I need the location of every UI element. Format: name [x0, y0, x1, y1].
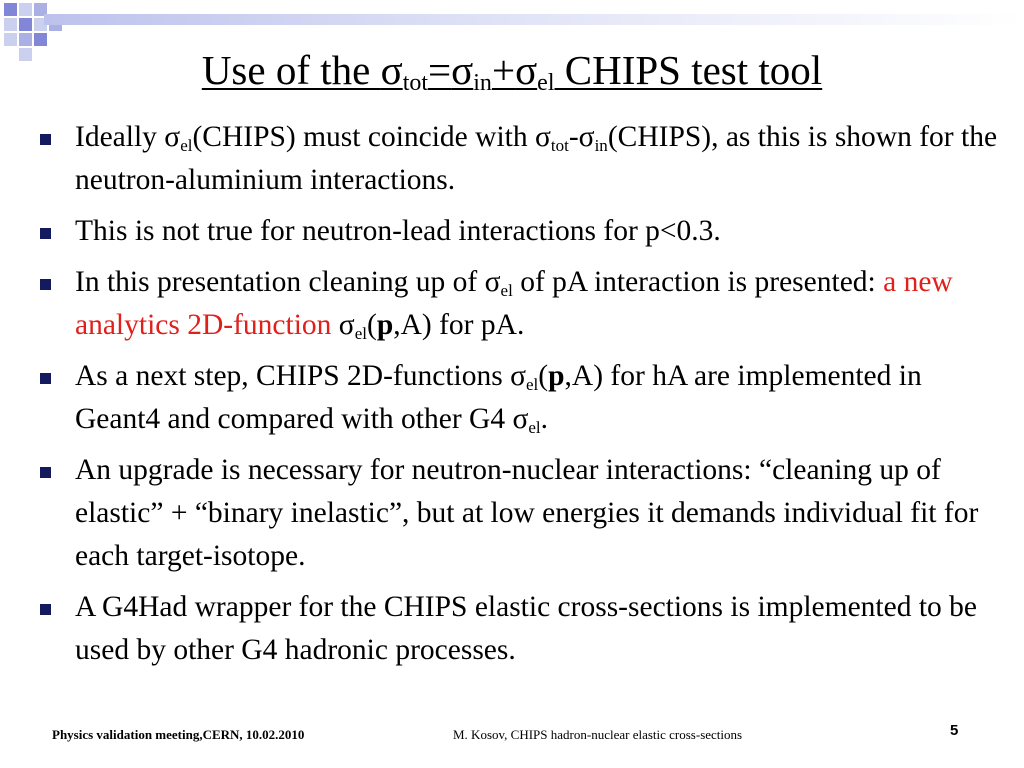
corner-square [19, 18, 32, 31]
bullet-item: An upgrade is necessary for neutron-nuclear interactions: “cleaning up of elastic” + “binary inelastic”, but at low energies it demands individual fit for each target-isotope. [40, 449, 1005, 578]
bullet-item: This is not true for neutron-lead interactions for p<0.3. [40, 210, 1005, 253]
footer-meeting: Physics validation meeting,CERN, 10.02.2010 [52, 727, 305, 742]
corner-square [4, 18, 17, 31]
square-bullet-icon [40, 373, 51, 384]
highlight-text: a new analytics 2D-function [75, 266, 953, 341]
footer-author: M. Kosov, CHIPS hadron-nuclear elastic cross-sections [453, 727, 743, 742]
bullet-item: A G4Had wrapper for the CHIPS elastic cross-sections is implemented to be used by other G4 hadronic processes. [40, 586, 1005, 672]
corner-square [4, 3, 17, 16]
corner-square [19, 3, 32, 16]
square-bullet-icon [40, 228, 51, 239]
square-bullet-icon [40, 604, 51, 615]
square-bullet-icon [40, 279, 51, 290]
bullet-item: Ideally $\sigma_{el}(CHIPS)$ must coincide with $\sigma_{tot}-\sigma_{in}(CHIPS)$, as this is shown for the neutron-aluminium interactions. [40, 116, 1005, 202]
page-number: 5 [950, 722, 959, 739]
header-gradient-bar [44, 14, 1024, 25]
slide-title: Use of the $\sigma_{tot}=\sigma_{in}+\sigma_{el}$ CHIPS test tool [201, 47, 823, 96]
bullet-list [40, 116, 1005, 680]
square-bullet-icon [40, 134, 51, 145]
square-bullet-icon [40, 467, 51, 478]
bullet-item: As a next step, CHIPS 2D-functions $\sigma_{el}(p,A)$ for hA are implemented in Geant4 and compared with other G4 $\sigma_{el}$. [40, 355, 1005, 441]
bullet-item: In this presentation cleaning up of $\sigma_{el}$ of pA interaction is presented: a new analytics 2D-function $\sigma_{el}(p,A)$ for pA. [40, 261, 1005, 347]
